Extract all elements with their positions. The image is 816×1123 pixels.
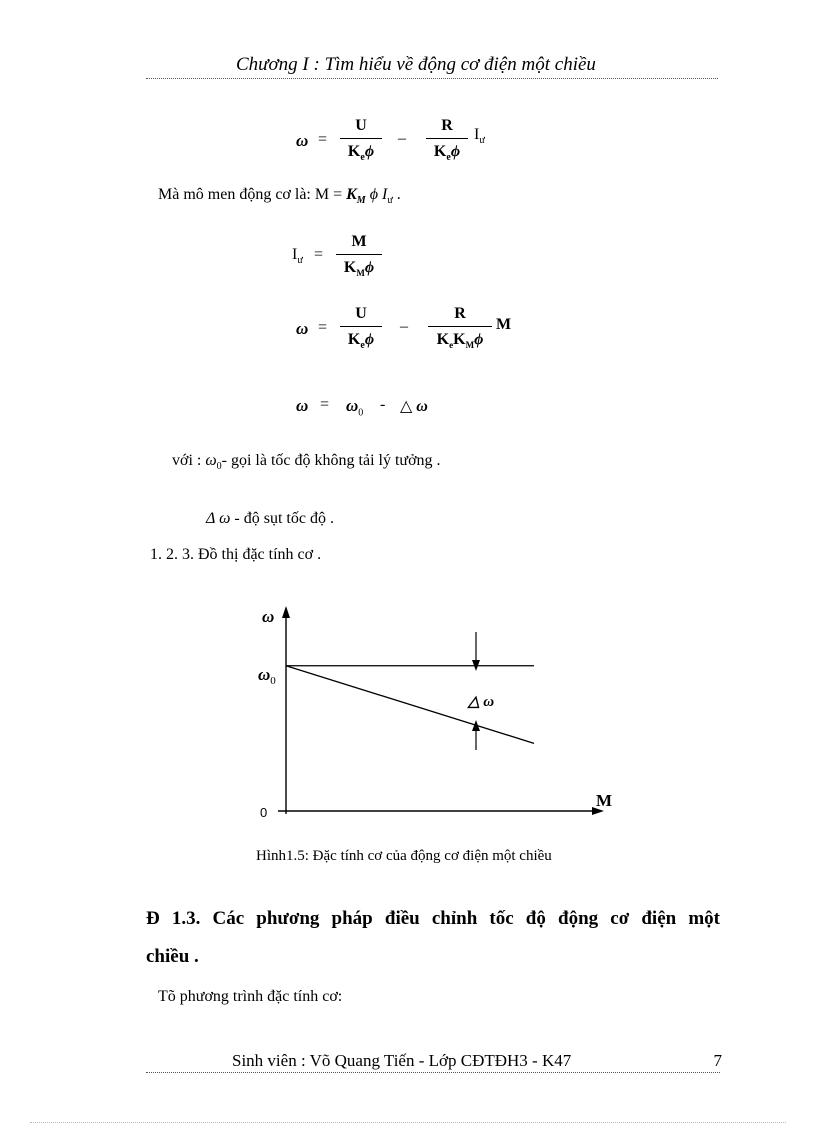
numerator: R: [441, 117, 453, 134]
section-heading-13-cont: chiều .: [146, 946, 199, 967]
header-title: Chương I : Tìm hiểu về động cơ điện một chiều: [236, 54, 596, 75]
current-term: $I_ư$: [474, 126, 485, 147]
equation-omega-3: [296, 396, 456, 420]
equals-sign: =: [314, 246, 324, 263]
paragraph-text: Tõ phương trình đặc tính cơ:: [158, 988, 343, 1005]
denominator: $K_e\phi$: [347, 331, 375, 352]
numerator: M: [351, 233, 367, 250]
minus-sign: –: [400, 318, 408, 335]
equals-sign: =: [318, 131, 328, 148]
speed-torque-chart: [240, 598, 640, 834]
omega-symbol: ω: [296, 319, 309, 338]
fraction-m: [336, 232, 382, 284]
page-number: 7: [713, 1051, 722, 1070]
delta-omega: △ ω: [400, 398, 428, 415]
omega-symbol: ω: [296, 396, 309, 415]
y-tick-omega-zero: $\omega_0$: [258, 665, 276, 687]
section-heading-123: 1. 2. 3. Đồ thị đặc tính cơ .: [150, 546, 322, 563]
minus-sign: –: [398, 130, 406, 147]
fraction-r: [426, 116, 468, 169]
torque-sentence: Mà mô men động cơ là: $M = K_M$ ϕ $I_ư$ .: [158, 186, 401, 207]
numerator: U: [355, 305, 367, 322]
denominator: $K_e\phi$: [433, 143, 461, 164]
series-group: [286, 666, 534, 744]
page-header: [146, 52, 718, 79]
minus-sign: -: [380, 396, 386, 413]
equation-current: [292, 232, 412, 288]
footer-author: Sinh viên : Võ Quang Tiến - Lớp CĐTĐH3 - K47: [232, 1051, 572, 1070]
fraction-r: [428, 304, 492, 356]
note-omega-zero: với : $\omega_0-$ gọi là tốc độ không tải lý tưởng .: [172, 452, 441, 473]
figure-caption: Hình1.5: Đặc tính cơ của động cơ điện một chiều: [256, 848, 552, 864]
denominator: $K_eK_M\phi$: [436, 331, 484, 351]
denominator: $K_M\phi$: [343, 259, 375, 279]
denominator: $K_e\phi$: [347, 143, 375, 164]
equation-omega-1: [296, 116, 556, 176]
x-axis-label: M: [596, 791, 613, 810]
current-symbol: $I_ư$: [292, 246, 303, 267]
equals-sign: =: [320, 396, 330, 413]
y-axis-arrow: [282, 606, 290, 618]
omega-symbol: ω: [296, 131, 309, 150]
page-footer: [146, 1046, 720, 1073]
y-axis-label: ω: [262, 607, 275, 626]
origin-label: 0: [260, 805, 268, 820]
numerator: U: [355, 117, 367, 134]
numerator: R: [454, 305, 466, 322]
series-line-loaded: [286, 666, 534, 744]
delta-omega-label: △ ω: [468, 694, 495, 710]
omega-zero: $\omega_0$: [346, 396, 364, 419]
torque-term: M: [496, 316, 512, 333]
fraction-u: [340, 304, 382, 357]
equals-sign: =: [318, 319, 328, 336]
section-heading-13: Đ 1.3. Các phương pháp điều chỉnh tốc độ động cơ điện một: [146, 908, 720, 929]
note-delta-omega: Δ ω - độ sụt tốc độ .: [206, 510, 334, 527]
equation-omega-2: [296, 304, 536, 364]
fraction-u: [340, 116, 382, 169]
